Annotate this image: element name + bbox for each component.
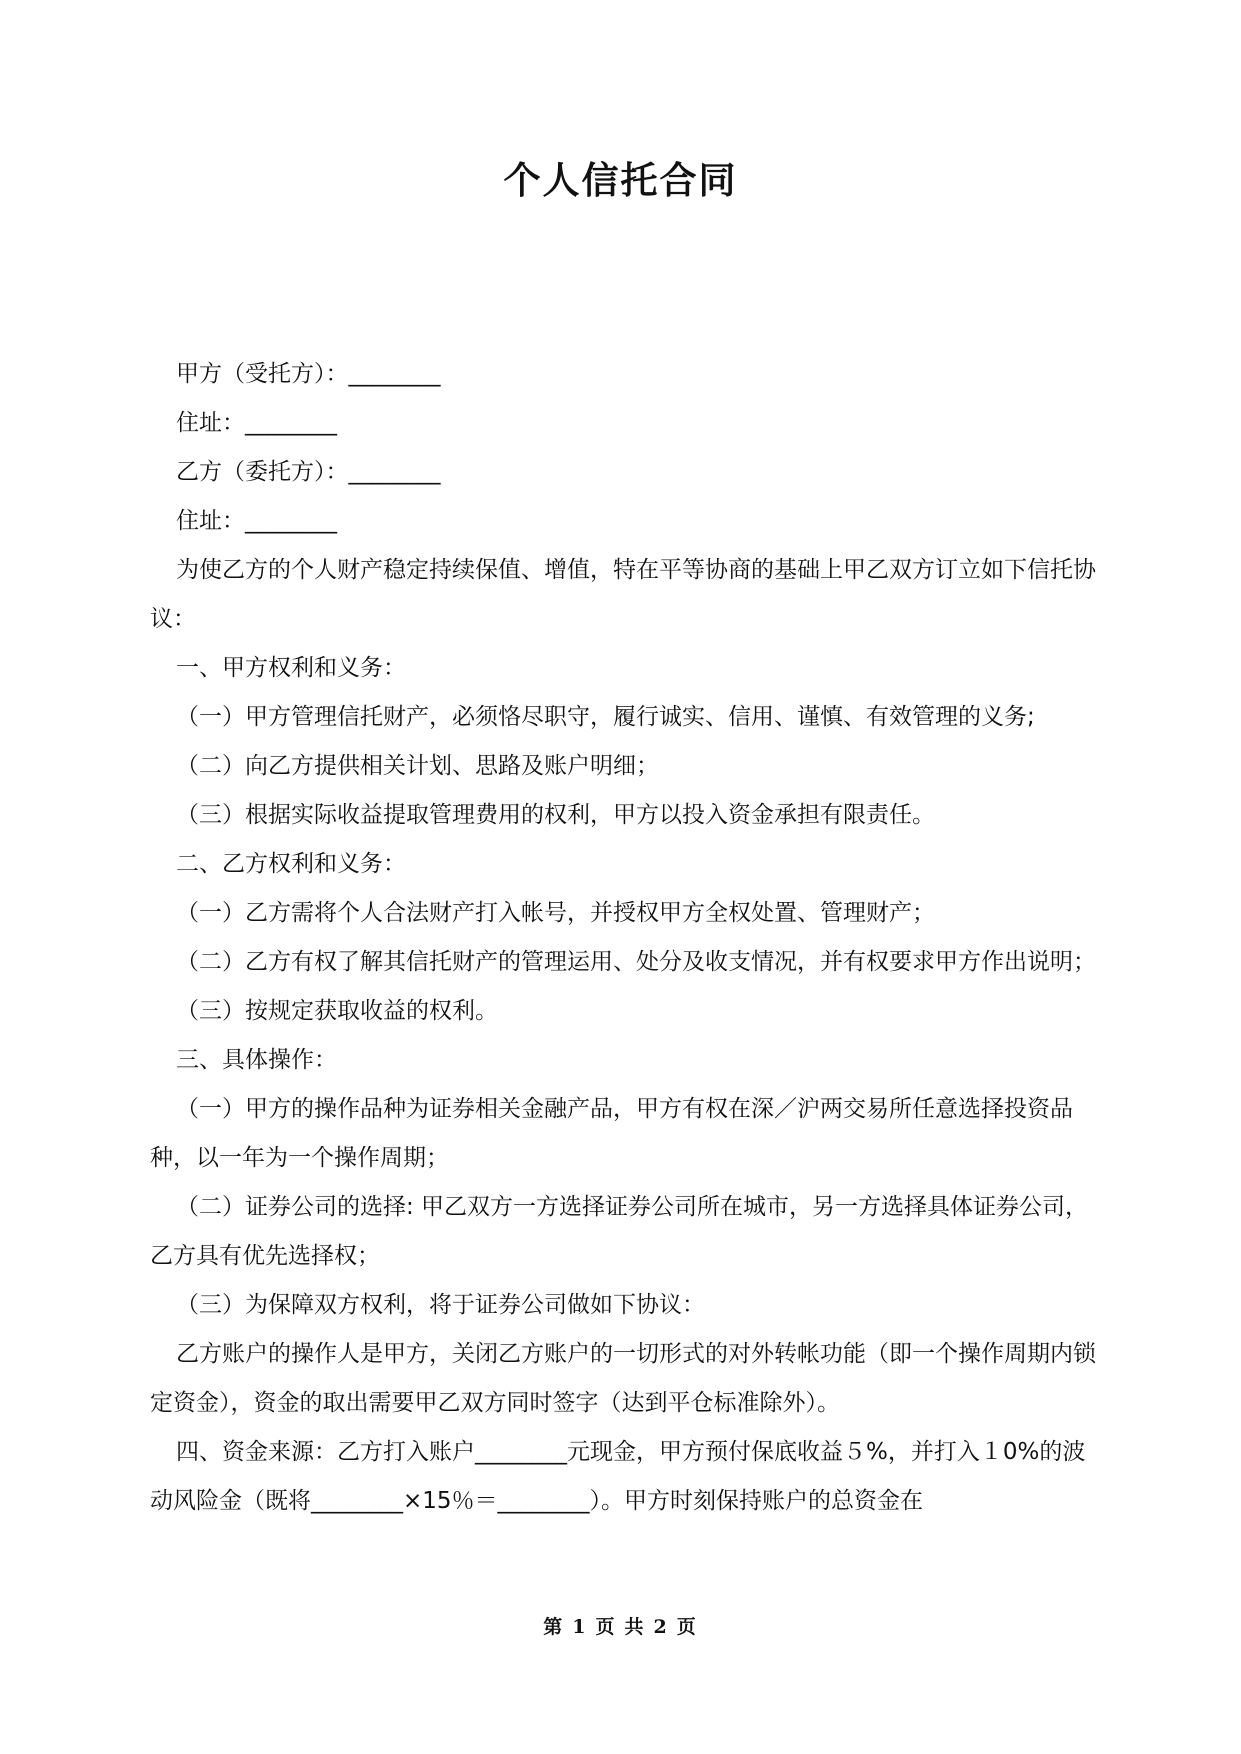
party-b-address: 住址：________: [176, 508, 337, 534]
clause-2-1: （一）乙方需将个人合法财产打入帐号，并授权甲方全权处置、管理财产；: [176, 900, 935, 926]
clause-1-1: （一）甲方管理信托财产，必须恪尽职守，履行诚实、信用、谨慎、有效管理的义务;: [176, 704, 1035, 730]
clause-3-1: （一）甲方的操作品种为证券相关金融产品，甲方有权在深／沪两交易所任意选择投资品种，以一年为一个操作周期；: [150, 1096, 1073, 1171]
party-a-address: 住址：________: [176, 410, 337, 436]
clause-2-3: （三）按规定获取收益的权利。: [176, 998, 498, 1024]
footer-label-ye: 页: [595, 1616, 617, 1638]
footer-label-di: 第: [543, 1616, 565, 1638]
footer-label-gong: 共: [624, 1616, 646, 1638]
footer-label-ye2: 页: [676, 1616, 698, 1638]
section-heading-4: 四、资金来源：乙方打入账户________元现金，甲方预付保底收益５%，并打入１0%的波动风险金（既将________×15％＝________）。甲方时刻保持账户的总资金在: [150, 1439, 1086, 1514]
account-operation-paragraph: 乙方账户的操作人是甲方，关闭乙方账户的一切形式的对外转帐功能（即一个操作周期内锁定资金），资金的取出需要甲乙双方同时签字（达到平仓标准除外）。: [150, 1341, 1096, 1416]
clause-2-2: （二）乙方有权了解其信托财产的管理运用、处分及收支情况，并有权要求甲方作出说明；: [176, 949, 1096, 975]
document-title: 个人信托合同: [503, 159, 738, 202]
preamble: 为使乙方的个人财产稳定持续保值、增值，特在平等协商的基础上甲乙双方订立如下信托协议：: [150, 557, 1096, 632]
clause-3-3: （三）为保障双方权利，将于证券公司做如下协议：: [176, 1292, 705, 1318]
party-b-line: 乙方（委托方）：________: [176, 459, 441, 485]
clause-3-2: （二）证券公司的选择: 甲乙双方一方选择证券公司所在城市，另一方选择具体证券公司，乙方具有优先选择权；: [150, 1194, 1089, 1269]
clause-1-3: （三）根据实际收益提取管理费用的权利，甲方以投入资金承担有限责任。: [176, 802, 935, 828]
party-a-line: 甲方（受托方）：________: [176, 361, 441, 387]
footer-page-total: 2: [653, 1616, 669, 1638]
section-heading-1: 一、甲方权利和义务：: [176, 655, 406, 681]
section-heading-3: 三、具体操作：: [176, 1047, 337, 1073]
section-heading-2: 二、乙方权利和义务：: [176, 851, 406, 877]
document-body: [150, 350, 1106, 1526]
page-footer: [0, 1612, 1241, 1639]
footer-page-current: 1: [572, 1616, 588, 1638]
clause-1-2: （二）向乙方提供相关计划、思路及账户明细；: [176, 753, 659, 779]
